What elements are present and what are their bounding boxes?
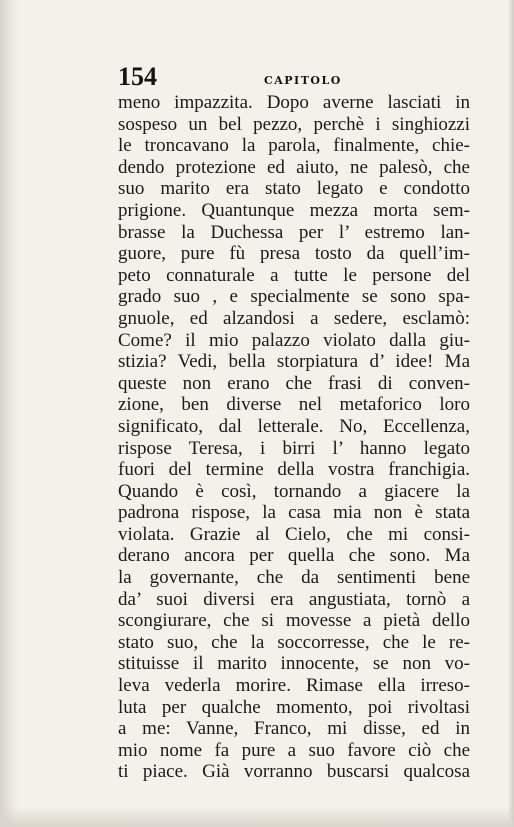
text-line: dendo protezione ed aiuto, ne palesò, che xyxy=(118,156,470,178)
text-line: suo marito era stato legato e condotto xyxy=(118,178,470,200)
text-line: meno impazzita. Dopo averne lasciati in xyxy=(118,92,470,113)
text-line: brasse la Duchessa per l’ estremo lan- xyxy=(118,221,470,243)
text-line: Quando è così, tornando a giacere la xyxy=(118,480,470,502)
text-line: a me: Vanne, Franco, mi disse, ed in xyxy=(118,718,470,740)
text-line: prigione. Quantunque mezza morta sem- xyxy=(118,199,470,221)
text-line: ti piace. Già vorranno buscarsi qualcosa xyxy=(118,761,470,783)
text-line: peto connaturale a tutte le persone del xyxy=(118,264,470,286)
text-line: le troncavano la parola, finalmente, chie- xyxy=(118,135,470,157)
text-line: rispose Teresa, i birri l’ hanno legato xyxy=(118,437,470,459)
text-line: stato suo, che la soccorresse, che le re- xyxy=(118,631,470,653)
text-line: violata. Grazie al Cielo, che mi consi- xyxy=(118,523,470,545)
body-text xyxy=(118,92,470,783)
text-line: grado suo , e specialmente se sono spa- xyxy=(118,286,470,308)
text-line: gnuole, ed alzandosi a sedere, esclamò: xyxy=(118,307,470,329)
text-line: stituisse il marito innocente, se non vo- xyxy=(118,653,470,675)
text-line: Come? il mio palazzo violato dalla giu- xyxy=(118,329,470,351)
running-head xyxy=(118,62,470,92)
text-line: sospeso un bel pezzo, perchè i singhiozzi xyxy=(118,113,470,135)
text-line: significato, dal letterale. No, Eccellenza, xyxy=(118,415,470,437)
text-line: queste non erano che frasi di conven- xyxy=(118,372,470,394)
page-edge-shadow xyxy=(508,0,514,827)
page-bottom-shadow xyxy=(0,807,514,827)
text-line: scongiurare, che si movesse a pietà dello xyxy=(118,610,470,632)
text-line: da’ suoi diversi era angustiata, tornò a xyxy=(118,588,470,610)
text-line: mio nome fa pure a suo favore ciò che xyxy=(118,739,470,761)
text-line: fuori del termine della vostra franchigia. xyxy=(118,459,470,481)
page-number: 154 xyxy=(118,62,157,91)
text-line: zione, ben diverse nel metaforico loro xyxy=(118,394,470,416)
text-line: leva vederla morire. Rimase ella irreso- xyxy=(118,675,470,697)
chapter-title: CAPITOLO xyxy=(264,74,342,87)
text-line: derano ancora per quella che sono. Ma xyxy=(118,545,470,567)
text-line: padrona rispose, la casa mia non è stata xyxy=(118,502,470,524)
page-gutter-shadow xyxy=(0,0,18,827)
text-line: guore, pure fù presa tosto da quell’im- xyxy=(118,243,470,265)
text-line: stizia? Vedi, bella storpiatura d’ idee! Ma xyxy=(118,351,470,373)
text-line: la governante, che da sentimenti bene xyxy=(118,567,470,589)
text-line: luta per qualche momento, poi rivoltasi xyxy=(118,696,470,718)
